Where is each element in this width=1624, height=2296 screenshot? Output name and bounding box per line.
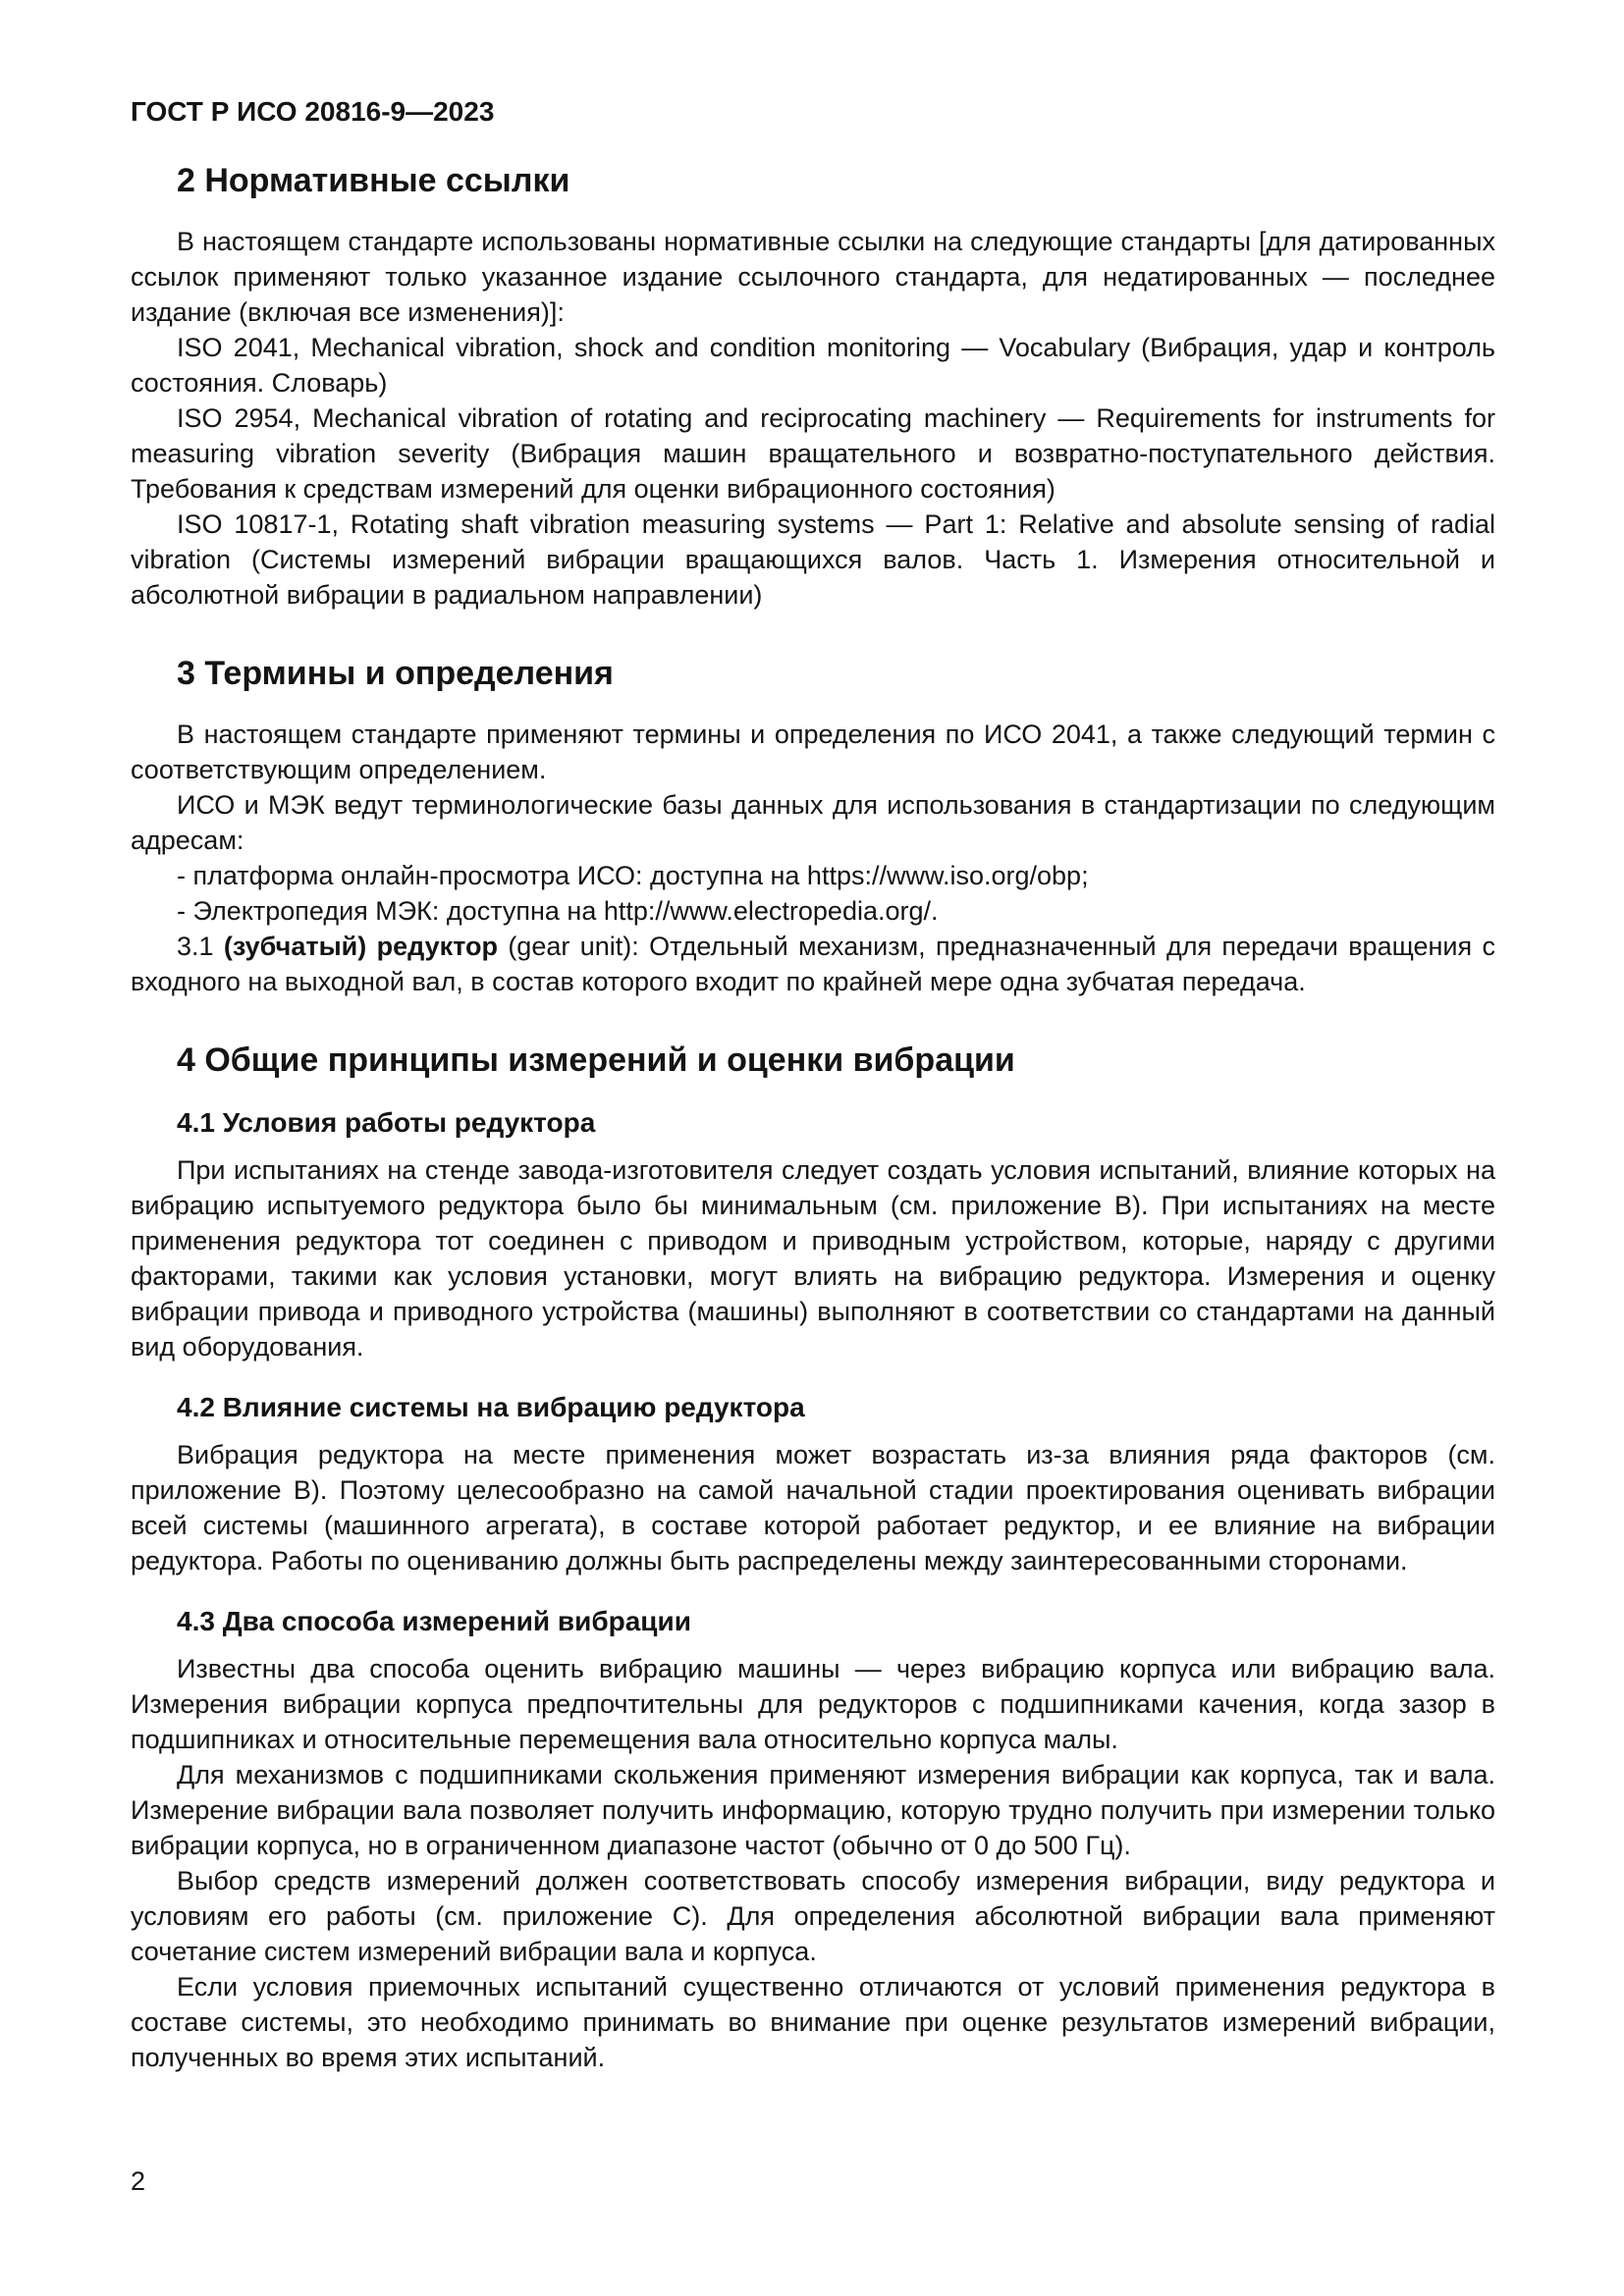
s43-paragraph-2: Для механизмов с подшипниками скольжения применяют измерения вибрации как корпуса, так и вала. Измерение вибрации вала позволяет получить информацию, которую трудно получить при измерении только вибрации корпуса, но в ограниченном диапазоне частот (обычно от 0 до 500 Гц). [131,1760,1495,1860]
databases-paragraph: ИСО и МЭК ведут терминологические базы данных для использования в стандартизации по следующим адресам: [131,790,1495,855]
terms-intro-paragraph: В настоящем стандарте применяют термины и определения по ИСО 2041, а также следующий термин с соответствующим определением. [131,720,1495,784]
list-item-iec-electropedia: - Электропедия МЭК: доступна на http://www.electropedia.org/. [177,896,939,926]
term-3-1-definition [131,929,1495,999]
section-4-heading: 4 Общие принципы измерений и оценки вибрации [177,1041,1015,1079]
page-number: 2 [131,2166,146,2196]
term-definition-text: (gear unit): Отдельный механизм, предназначенный для передачи вращения с входного на выходной вал, в состав которого входит по крайней мере одна зубчатая передача. [131,932,1495,996]
s43-paragraph-3: Выбор средств измерений должен соответствовать способу измерения вибрации, виду редуктора и условиям его работы (см. приложение C). Для определения абсолютной вибрации вала применяют сочетание систем измерений вибрации вала и корпуса. [131,1866,1495,1966]
section-3-heading: 3 Термины и определения [177,655,614,692]
term-name-bold: (зубчатый) редуктор [223,932,498,961]
s42-paragraph: Вибрация редуктора на месте применения может возрастать из-за влияния ряда факторов (см. приложение B). Поэтому целесообразно на самой начальной стадии проектирования оценивать вибрации всей системы (машинного агрегата), в составе которой работает редуктор, и ее влияние на вибрации редуктора. Работы по оцениванию должны быть распределены между заинтересованными сторонами. [131,1440,1495,1575]
s43-paragraph-4: Если условия приемочных испытаний существенно отличаются от условий применения редуктора в составе системы, это необходимо принимать во внимание при оценке результатов измерений вибрации, полученных во время этих испытаний. [131,1972,1495,2072]
iso-10817-reference: ISO 10817-1, Rotating shaft vibration measuring systems — Part 1: Relative and absolute sensing of radial vibration (Системы измерений вибрации вращающихся валов. Часть 1. Измерения относительной и абсолютной вибрации в радиальном направлении) [131,509,1495,610]
iso-2954-reference: ISO 2954, Mechanical vibration of rotating and reciprocating machinery — Requirements for instruments for measuring vibration severity (Вибрация машин вращательного и возвратно-поступательного действия. Требования к средствам измерений для оценки вибрационного состояния) [131,403,1495,504]
document-content [131,96,1495,2075]
section-2-heading: 2 Нормативные ссылки [177,162,570,199]
s41-paragraph: При испытаниях на стенде завода-изготовителя следует создать условия испытаний, влияние которых на вибрацию испытуемого редуктора было бы минимальным (см. приложение B). При испытаниях на месте применения редуктора тот соединен с приводом и приводным устройством, которые, наряду с другими факторами, такими как условия установки, могут влиять на вибрацию редуктора. Измерения и оценку вибрации привода и приводного устройства (машины) выполняют в соответствии со стандартами на данный вид оборудования. [131,1155,1495,1362]
s2-intro-paragraph: В настоящем стандарте использованы нормативные ссылки на следующие стандарты [для датированных ссылок применяют только указанное издание ссылочного стандарта, для недатированных — последнее издание (включая все изменения)]: [131,227,1495,327]
iso-2041-reference: ISO 2041, Mechanical vibration, shock and condition monitoring — Vocabulary (Вибрация, удар и контроль состояния. Словарь) [131,333,1495,398]
list-item-iso-platform: - платформа онлайн-просмотра ИСО: доступна на https://www.iso.org/obp; [177,861,1089,890]
subsection-4-3-heading: 4.3 Два способа измерений вибрации [177,1606,691,1636]
subsection-4-1-heading: 4.1 Условия работы редуктора [177,1107,596,1138]
s43-paragraph-1: Известны два способа оценить вибрацию машины — через вибрацию корпуса или вибрацию вала. Измерения вибрации корпуса предпочтительны для редукторов с подшипниками качения, когда зазор в подшипниках и относительные перемещения вала относительно корпуса малы. [131,1654,1495,1754]
term-number: 3.1 [177,932,224,961]
running-header: ГОСТ Р ИСО 20816-9—2023 [131,96,495,127]
subsection-4-2-heading: 4.2 Влияние системы на вибрацию редуктора [177,1392,805,1422]
